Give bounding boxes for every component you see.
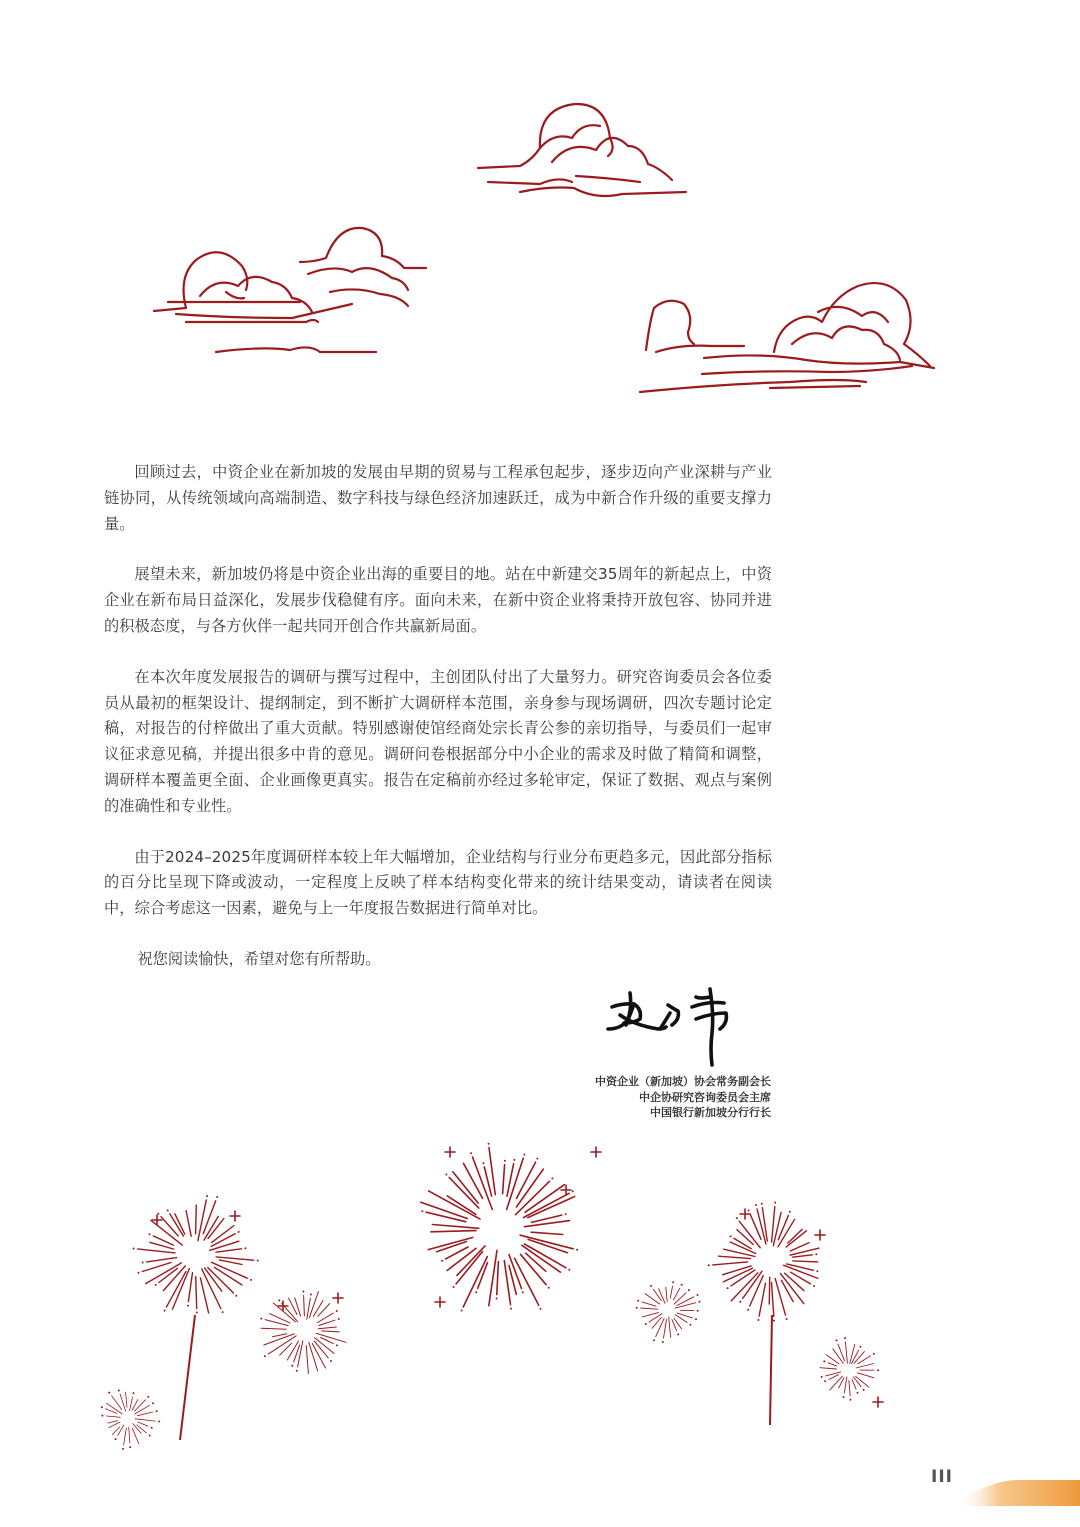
fireworks-illustration: [0, 1140, 1080, 1470]
sparkle-star: [873, 1397, 883, 1407]
firework-burst: [101, 1390, 160, 1450]
firework-burst: [421, 1143, 578, 1312]
clouds-illustration: [0, 0, 1080, 420]
firework-burst: [636, 1281, 701, 1343]
signatory-titles: [595, 1074, 771, 1121]
closing-line: 祝您阅读愉快，希望对您有所帮助。: [137, 949, 381, 968]
cloud-left: [154, 228, 426, 352]
title-line-3: 中国银行新加坡分行行长: [650, 1106, 771, 1119]
sparkle-star: [591, 1147, 601, 1157]
title-line-2: 中企协研究咨询委员会主席: [639, 1090, 771, 1104]
page-number: III: [931, 1467, 953, 1487]
firework-burst: [133, 1195, 259, 1440]
paragraph-3: 在本次年度发展报告的调研与撰写过程中，主创团队付出了大量努力。研究咨询委员会各位委员从最初的框架设计、提纲制定，到不断扩大调研样本范围，亲身参与现场调研，四次专题讨论定稿，对报告的付梓做出了重大贡献。特别感谢使馆经商处宗长青公参的亲切指导，与委员们一起审议征求意见稿，并提出很多中肯的意见。调研问卷根据部分中小企业的需求及时做了精简和调整，调研样本覆盖更全面、企业画像更真实。报告在定稿前亦经过多轮审定，保证了数据、观点与案例的准确性和专业性。: [104, 667, 772, 815]
firework-burst: [708, 1202, 819, 1425]
letter-body: [104, 460, 772, 973]
paragraph-2: 展望未来，新加坡仍将是中资企业出海的重要目的地。站在中新建交35周年的新起点上，中资企业在新布局日益深化，发展步伐稳健有序。面向未来，在新中资企业将秉持开放包容、协同并进的积极态度，与各方伙伴一起共同开创合作共赢新局面。: [104, 565, 772, 635]
sparkle-star: [445, 1147, 455, 1157]
firework-burst: [820, 1337, 879, 1401]
sparkle-star: [435, 1297, 445, 1307]
sparkle-star: [815, 1230, 825, 1240]
handwritten-signature: [600, 985, 750, 1070]
paragraph-1: 回顾过去，中资企业在新加坡的发展由早期的贸易与工程承包起步，逐步迈向产业深耕与产业链协同，从传统领域向高端制造、数字科技与绿色经济加速跃迁，成为中新合作升级的重要支撑力量。: [104, 463, 772, 533]
sparkle-star: [230, 1211, 240, 1221]
page-tab-accent: [955, 1478, 1080, 1506]
paragraph-4: 由于2024–2025年度调研样本较上年大幅增加，企业结构与行业分布更趋多元，因此部分指标的百分比呈现下降或波动，一定程度上反映了样本结构变化带来的统计结果变动，请读者在阅读中，综合考虑这一因素，避免与上一年度报告数据进行简单对比。: [104, 847, 772, 918]
title-line-1: 中资企业（新加坡）协会常务副会长: [595, 1075, 771, 1088]
firework-burst: [260, 1291, 346, 1374]
cloud-top-center: [478, 104, 686, 196]
cloud-right: [640, 283, 934, 392]
sparkle-star: [333, 1293, 343, 1303]
